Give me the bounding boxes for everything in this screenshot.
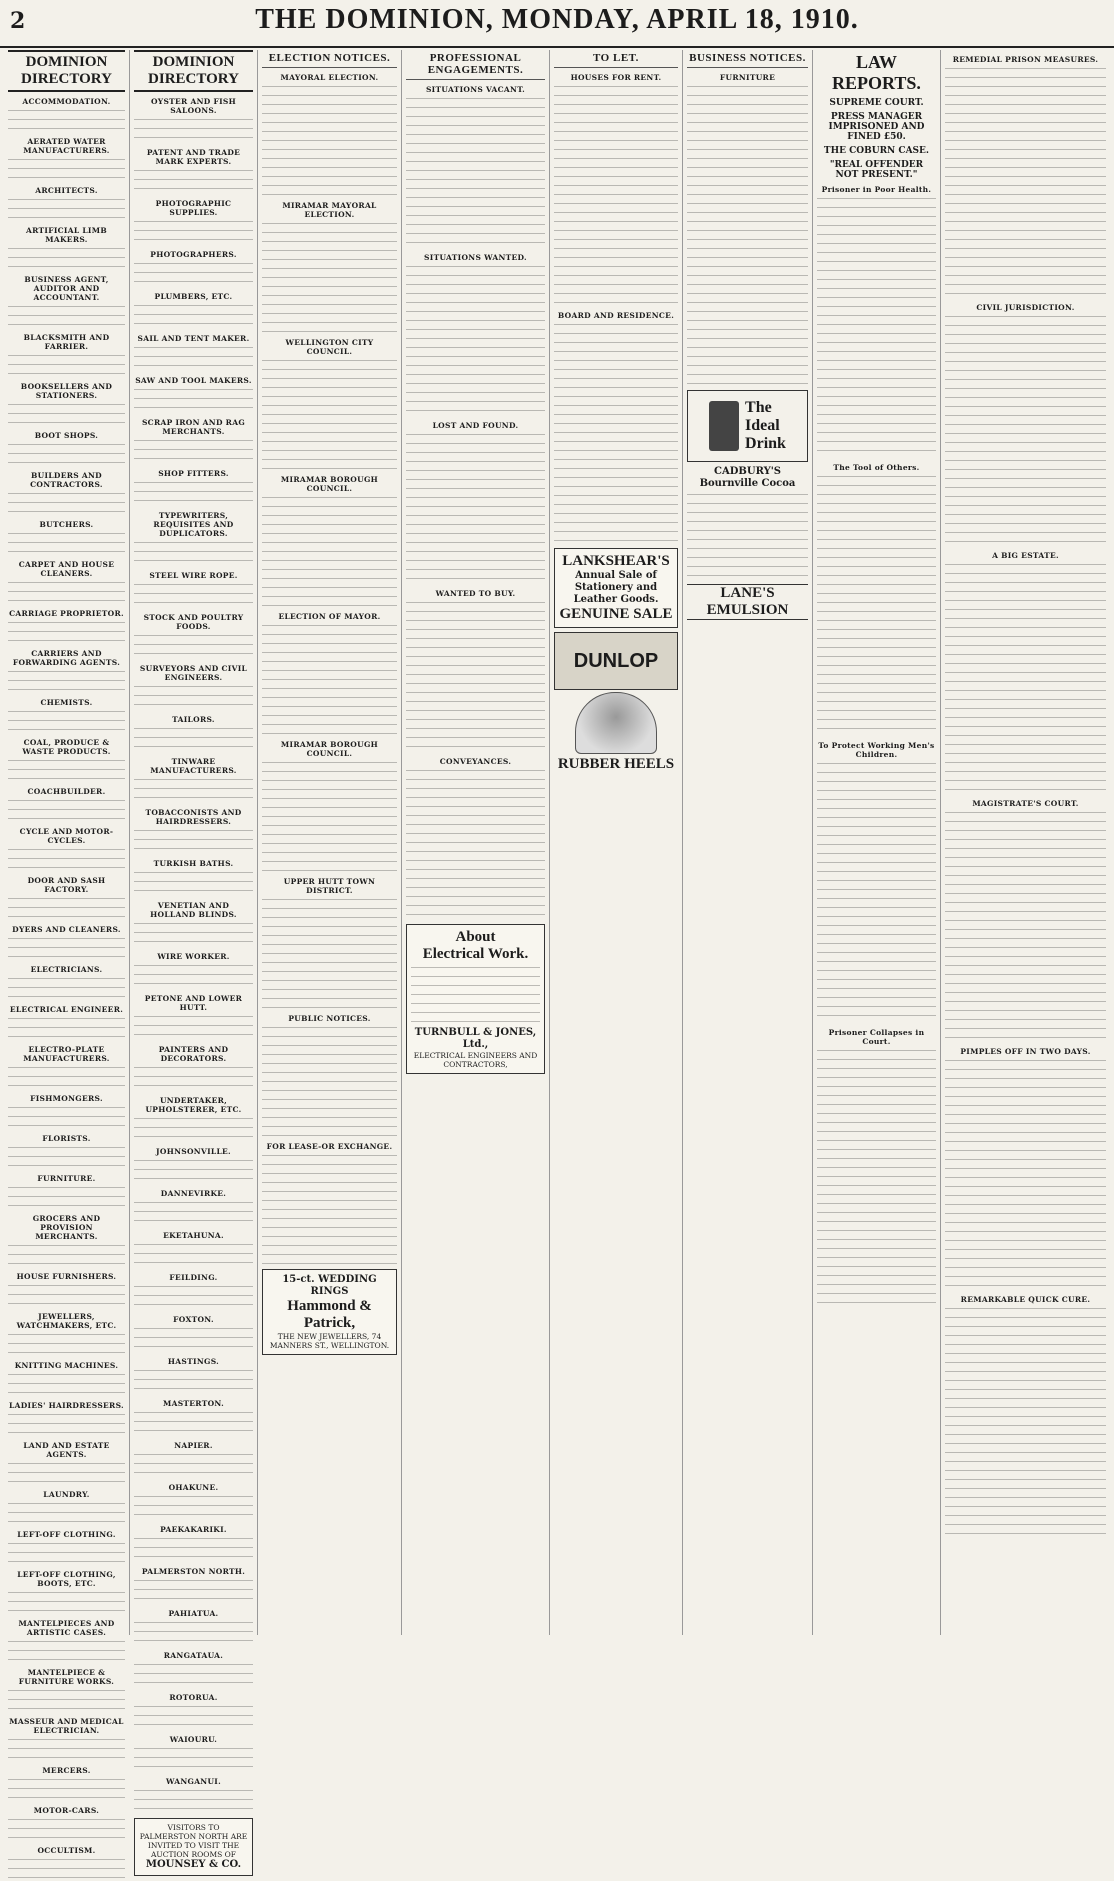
section-heading: CARRIERS AND FORWARDING AGENTS. (12, 649, 121, 667)
section-heading: ELECTRICIANS. (30, 965, 103, 974)
section-heading: TAILORS. (172, 715, 215, 724)
ideal-the: The (745, 399, 772, 416)
text-block (134, 1790, 253, 1814)
text-block (817, 476, 936, 736)
text-block (406, 770, 545, 920)
section-heading: BUSINESS AGENT, AUDITOR AND ACCOUNTANT. (24, 275, 109, 302)
text-block (406, 602, 545, 752)
newspaper-title: THE DOMINION, MONDAY, APRIL 18, 1910. (255, 4, 859, 35)
text-block (134, 1664, 253, 1688)
section-heading: CHEMISTS. (40, 698, 93, 707)
section-heading: ARCHITECTS. (35, 186, 98, 195)
headline: PRESS MANAGER IMPRISONED AND FINED £50. (828, 112, 925, 142)
section-heading: SHOP FITTERS. (158, 469, 229, 478)
section-heading: FOXTON. (173, 1315, 214, 1324)
text-block (134, 686, 253, 710)
text-block (817, 198, 936, 458)
text-block (8, 1859, 125, 1881)
text-block (134, 1496, 253, 1520)
section-heading: JEWELLERS, WATCHMAKERS, ETC. (16, 1312, 117, 1330)
to-let-column (550, 50, 683, 1635)
section-heading: SITUATIONS WANTED. (424, 253, 527, 262)
text-block (554, 324, 678, 544)
text-block (8, 760, 125, 782)
text-block (134, 389, 253, 413)
section-heading: DOOR AND SASH FACTORY. (27, 876, 106, 894)
text-block (8, 1779, 125, 1801)
column-heading: ELECTION NOTICES. (262, 50, 397, 68)
column-heading: PROFESSIONAL ENGAGEMENTS. (406, 50, 545, 80)
genuine-sale: GENUINE SALE (559, 606, 673, 622)
text-block (134, 1538, 253, 1562)
masthead (0, 0, 1114, 48)
text-block (8, 1374, 125, 1396)
section-heading: DYERS AND CLEANERS. (12, 925, 121, 934)
section-heading: LAND AND ESTATE AGENTS. (23, 1441, 110, 1459)
section-heading: TOBACCONISTS AND HAIRDRESSERS. (145, 808, 242, 826)
law-reports-column (813, 50, 941, 1635)
section-heading: WANTED TO BUY. (435, 589, 516, 598)
text-block (134, 1286, 253, 1310)
text-block (8, 199, 125, 221)
text-block (134, 1328, 253, 1352)
text-block (134, 635, 253, 659)
section-heading: MIRAMAR BOROUGH COUNCIL. (280, 740, 379, 758)
section-heading: PHOTOGRAPHERS. (150, 250, 237, 259)
section-heading: CARPET AND HOUSE CLEANERS. (18, 560, 115, 578)
directory-column-1 (4, 50, 130, 1855)
section-heading: FISHMONGERS. (30, 1094, 103, 1103)
election-notices-column (258, 50, 402, 1635)
text-block (134, 830, 253, 854)
text-block (8, 444, 125, 466)
section-heading: PATENT AND TRADE MARK EXPERTS. (146, 148, 241, 166)
text-block (134, 440, 253, 464)
section-heading: STEEL WIRE ROPE. (149, 571, 238, 580)
text-block (945, 812, 1106, 1042)
turnbull-jones-name: TURNBULL & JONES, Ltd., (414, 1027, 537, 1050)
text-block (8, 1147, 125, 1169)
section-heading: OYSTER AND FISH SALOONS. (150, 97, 237, 115)
section-heading: HOUSES FOR RENT. (570, 73, 662, 82)
woman-illustration-icon (575, 692, 657, 754)
section-heading: MERCERS. (42, 1766, 91, 1775)
section-heading: PAINTERS AND DECORATORS. (158, 1045, 229, 1063)
section-heading: LEFT-OFF CLOTHING, BOOTS, ETC. (17, 1570, 116, 1588)
text-block (8, 582, 125, 604)
section-heading: OHAKUNE. (168, 1483, 219, 1492)
section-heading: A BIG ESTATE. (992, 551, 1059, 560)
section-heading: BOARD AND RESIDENCE. (557, 311, 675, 320)
about-label: About (455, 929, 496, 945)
section-heading: REMARKABLE QUICK CURE. (960, 1295, 1091, 1304)
section-heading: MOTOR-CARS. (33, 1806, 100, 1815)
section-heading: SITUATIONS VACANT. (425, 85, 526, 94)
text-block (8, 1285, 125, 1307)
ideal-word: Ideal (745, 417, 780, 434)
mounsey-intro: VISITORS TO PALMERSTON NORTH ARE INVITED TO VISIT THE AUCTION ROOMS OF (139, 1823, 248, 1859)
section-heading: HOUSE FURNISHERS. (16, 1272, 117, 1281)
section-heading: OCCULTISM. (37, 1846, 96, 1855)
text-block (8, 493, 125, 515)
directory-heading: DOMINION DIRECTORY (134, 50, 253, 92)
text-block (134, 1580, 253, 1604)
wedding-rings-advert (262, 1269, 397, 1355)
section-heading: ELECTION OF MAYOR. (278, 612, 381, 621)
directory-column-2 (130, 50, 258, 1870)
case-name: THE COBURN CASE. (823, 146, 930, 156)
column-heading: TO LET. (554, 50, 678, 68)
section-heading: ROTORUA. (169, 1693, 218, 1702)
section-heading: SAW AND TOOL MAKERS. (135, 376, 252, 385)
text-block (687, 86, 808, 386)
text-block (262, 360, 397, 470)
section-heading: PAHIATUA. (168, 1609, 219, 1618)
ideal-drink: Drink (745, 435, 786, 452)
engagements-column (402, 50, 550, 1635)
section-heading: GROCERS AND PROVISION MERCHANTS. (32, 1214, 101, 1241)
text-block (262, 1155, 397, 1265)
text-block (262, 762, 397, 872)
text-block (8, 1641, 125, 1663)
turnbull-jones-trade: ELECTRICAL ENGINEERS AND CONTRACTORS, (413, 1051, 538, 1069)
law-reports-title: LAW REPORTS. (832, 52, 921, 93)
text-block (406, 98, 545, 248)
text-block (8, 1819, 125, 1841)
lankshear-name: LANKSHEAR'S (562, 553, 670, 569)
rubber-heels-label: RUBBER HEELS (557, 756, 675, 772)
text-block (8, 159, 125, 181)
cocoa-tin-icon (709, 401, 739, 451)
text-block (8, 938, 125, 960)
text-block (134, 1622, 253, 1646)
section-heading: MAYORAL ELECTION. (280, 73, 379, 82)
text-block (134, 965, 253, 989)
wedding-rings-title: 15-ct. WEDDING RINGS (282, 1274, 377, 1297)
section-heading: WAIOURU. (169, 1735, 218, 1744)
section-heading: TYPEWRITERS, REQUISITES AND DUPLICATORS. (153, 511, 234, 538)
section-heading: BUTCHERS. (39, 520, 94, 529)
text-block (134, 1412, 253, 1436)
section-heading: EKETAHUNA. (163, 1231, 224, 1240)
section-heading: NAPIER. (174, 1441, 213, 1450)
section-heading: LADIES' HAIRDRESSERS. (9, 1401, 124, 1410)
text-block (134, 542, 253, 566)
cadbury-name: CADBURY'S (714, 466, 781, 477)
text-block (945, 564, 1106, 794)
text-block (134, 347, 253, 371)
section-heading: TINWARE MANUFACTURERS. (150, 757, 237, 775)
lanes-emulsion-title: LANE'S EMULSION (687, 584, 808, 620)
section-heading: UNDERTAKER, UPHOLSTERER, ETC. (145, 1096, 242, 1114)
text-block (8, 1503, 125, 1525)
section-heading: DANNEVIRKE. (160, 1189, 227, 1198)
directory-heading: DOMINION DIRECTORY (8, 50, 125, 92)
section-heading: FLORISTS. (42, 1134, 91, 1143)
section-heading: The Tool of Others. (833, 463, 920, 472)
section-heading: LOST AND FOUND. (432, 421, 519, 430)
text-block (134, 1202, 253, 1226)
section-heading: BOOT SHOPS. (34, 431, 99, 440)
text-block (8, 1543, 125, 1565)
section-heading: WANGANUI. (165, 1777, 222, 1786)
section-heading: TURKISH BATHS. (153, 859, 234, 868)
section-heading: HASTINGS. (167, 1357, 220, 1366)
business-notices-column (683, 50, 813, 1635)
text-block (134, 1748, 253, 1772)
text-block (8, 622, 125, 644)
section-heading: ELECTRICAL ENGINEER. (9, 1005, 124, 1014)
section-heading: WIRE WORKER. (157, 952, 230, 961)
text-block (945, 1060, 1106, 1290)
text-block (134, 923, 253, 947)
section-heading: BOOKSELLERS AND STATIONERS. (20, 382, 113, 400)
section-heading: PIMPLES OFF IN TWO DAYS. (960, 1047, 1091, 1056)
electrical-work-advert (406, 924, 545, 1074)
text-block (262, 223, 397, 333)
section-heading: PUBLIC NOTICES. (288, 1014, 371, 1023)
section-heading: FOR LEASE-OR EXCHANGE. (266, 1142, 393, 1151)
text-block (8, 1187, 125, 1209)
section-heading: BUILDERS AND CONTRACTORS. (30, 471, 103, 489)
text-block (406, 266, 545, 416)
text-block (134, 263, 253, 287)
section-heading: SCRAP IRON AND RAG MERCHANTS. (141, 418, 246, 436)
section-heading: ELECTRO-PLATE MANUFACTURERS. (23, 1045, 110, 1063)
text-block (406, 434, 545, 584)
text-block (8, 248, 125, 270)
text-block (134, 1454, 253, 1478)
lankshear-sale: Annual Sale of Stationery and Leather Goods. (573, 570, 659, 605)
text-block (134, 170, 253, 194)
section-heading: VENETIAN AND HOLLAND BLINDS. (150, 901, 237, 919)
section-heading: PETONE AND LOWER HUTT. (144, 994, 243, 1012)
jeweller-address: THE NEW JEWELLERS, 74 MANNERS ST., WELLINGTON. (269, 1332, 390, 1350)
section-heading: REMEDIAL PRISON MEASURES. (952, 55, 1099, 64)
text-block (8, 533, 125, 555)
text-block (8, 1067, 125, 1089)
section-heading: Prisoner in Poor Health. (821, 185, 932, 194)
section-heading: AERATED WATER MANUFACTURERS. (23, 137, 110, 155)
section-heading: JOHNSONVILLE. (156, 1147, 231, 1156)
mounsey-name: MOUNSEY & CO. (145, 1859, 242, 1870)
text-block (134, 305, 253, 329)
text-block (8, 671, 125, 693)
text-block (134, 1244, 253, 1268)
section-heading: MASTERTON. (162, 1399, 225, 1408)
text-block (8, 355, 125, 377)
section-heading: MASSEUR AND MEDICAL ELECTRICIAN. (9, 1717, 124, 1735)
text-block (8, 404, 125, 426)
text-block (134, 872, 253, 896)
lankshear-advert (554, 548, 678, 628)
section-heading: CYCLE AND MOTOR-CYCLES. (19, 827, 114, 845)
section-heading: CARRIAGE PROPRIETOR. (9, 609, 124, 618)
section-heading: PAEKAKARIKI. (160, 1525, 227, 1534)
section-heading: KNITTING MACHINES. (14, 1361, 119, 1370)
section-heading: CIVIL JURISDICTION. (976, 303, 1075, 312)
text-block (8, 898, 125, 920)
text-block (945, 316, 1106, 546)
section-heading: MANTELPIECE & FURNITURE WORKS. (18, 1668, 115, 1686)
text-block (8, 1334, 125, 1356)
page-number: 2 (10, 8, 26, 34)
text-block (8, 1107, 125, 1129)
text-block (8, 306, 125, 328)
section-heading: ACCOMMODATION. (22, 97, 111, 106)
section-heading: To Protect Working Men's Children. (818, 741, 935, 759)
section-heading: STOCK AND POULTRY FOODS. (143, 613, 244, 631)
section-heading: PHOTOGRAPHIC SUPPLIES. (155, 199, 232, 217)
text-block (134, 779, 253, 803)
court-news-column (941, 50, 1110, 1635)
section-heading: PALMERSTON NORTH. (141, 1567, 246, 1576)
section-heading: MIRAMAR BOROUGH COUNCIL. (280, 475, 379, 493)
cocoa-name: Bournville Cocoa (699, 478, 796, 489)
text-block (134, 1706, 253, 1730)
text-block (8, 800, 125, 822)
case-quote: "REAL OFFENDER NOT PRESENT." (829, 160, 924, 180)
text-block (134, 482, 253, 506)
text-block (8, 978, 125, 1000)
text-block (554, 86, 678, 306)
section-heading: MAGISTRATE'S COURT. (972, 799, 1079, 808)
dunlop-logo: DUNLOP (554, 632, 678, 690)
section-heading: CONVEYANCES. (439, 757, 512, 766)
section-heading: LEFT-OFF CLOTHING. (17, 1530, 116, 1539)
text-block (8, 110, 125, 132)
text-block (134, 1160, 253, 1184)
section-heading: SAIL AND TENT MAKER. (137, 334, 250, 343)
section-heading: FURNITURE (719, 73, 776, 82)
text-block (945, 68, 1106, 298)
text-block (134, 1370, 253, 1394)
section-heading: FEILDING. (169, 1273, 218, 1282)
text-block (134, 119, 253, 143)
text-block (8, 1463, 125, 1485)
section-heading: FURNITURE. (37, 1174, 96, 1183)
text-block (134, 221, 253, 245)
section-heading: COAL, PRODUCE & WASTE PRODUCTS. (22, 738, 111, 756)
text-block (8, 1690, 125, 1712)
text-block (262, 1027, 397, 1137)
text-block (134, 584, 253, 608)
column-heading: BUSINESS NOTICES. (687, 50, 808, 68)
text-block (262, 497, 397, 607)
section-heading: MANTELPIECES AND ARTISTIC CASES. (18, 1619, 115, 1637)
text-block (262, 86, 397, 196)
text-block (262, 625, 397, 735)
section-heading: COACHBUILDER. (27, 787, 106, 796)
text-block (8, 1245, 125, 1267)
supreme-court-heading: SUPREME COURT. (829, 98, 924, 108)
text-block (817, 1050, 936, 1310)
text-block (8, 1739, 125, 1761)
text-block (817, 763, 936, 1023)
text-block (8, 1592, 125, 1614)
text-block (8, 1414, 125, 1436)
text-block (262, 899, 397, 1009)
section-heading: BLACKSMITH AND FARRIER. (23, 333, 110, 351)
section-heading: PLUMBERS, ETC. (154, 292, 233, 301)
section-heading: RANGATAUA. (163, 1651, 224, 1660)
section-heading: SURVEYORS AND CIVIL ENGINEERS. (139, 664, 248, 682)
ideal-drink-advert (687, 390, 808, 462)
jeweller-name: Hammond & Patrick, (287, 1298, 372, 1331)
electrical-work-label: Electrical Work. (422, 946, 529, 962)
text-block (134, 1067, 253, 1091)
section-heading: UPPER HUTT TOWN DISTRICT. (283, 877, 376, 895)
section-heading: MIRAMAR MAYORAL ELECTION. (282, 201, 377, 219)
text-block (134, 1118, 253, 1142)
section-heading: WELLINGTON CITY COUNCIL. (285, 338, 374, 356)
text-block (945, 1308, 1106, 1538)
section-heading: LAUNDRY. (43, 1490, 90, 1499)
text-block (134, 1016, 253, 1040)
text-block (8, 711, 125, 733)
text-block (8, 849, 125, 871)
mounsey-advert (134, 1818, 253, 1876)
text-block (134, 728, 253, 752)
text-block (8, 1018, 125, 1040)
section-heading: ARTIFICIAL LIMB MAKERS. (26, 226, 107, 244)
section-heading: Prisoner Collapses in Court. (828, 1028, 925, 1046)
